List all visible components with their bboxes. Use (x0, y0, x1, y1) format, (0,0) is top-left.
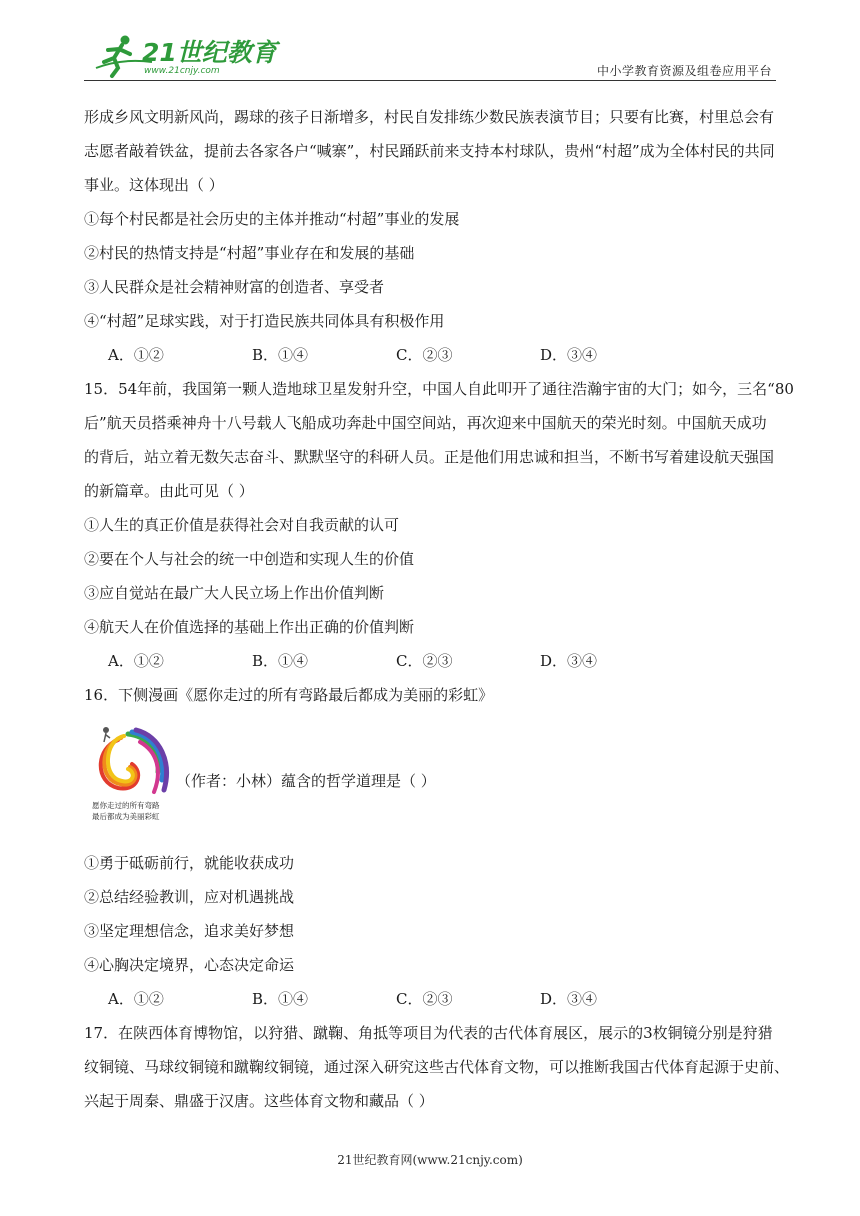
option-c: C．②③ (396, 652, 453, 670)
q17-stem-line: 17．在陕西体育博物馆，以狩猎、蹴鞠、角抵等项目为代表的古代体育展区，展示的3枚铜镜分别是狩猎 (84, 1024, 773, 1042)
q14-options (84, 338, 778, 372)
option-b: B．①④ (252, 652, 309, 670)
q16-item: ③坚定理想信念，追求美好梦想 (84, 922, 295, 940)
q14-stem-line: 志愿者敲着铁盆，提前去各家各户“喊寨”，村民踊跃前来支持本村球队，贵州“村超”成为全体村民的共同 (84, 142, 775, 160)
q14-item: ②村民的热情支持是“村超”事业存在和发展的基础 (84, 244, 415, 262)
option-b: B．①④ (252, 990, 309, 1008)
option-c: C．②③ (396, 346, 453, 364)
q17-stem-line: 兴起于周秦、鼎盛于汉唐。这些体育文物和藏品（ ） (84, 1092, 434, 1110)
q15-item: ④航天人在价值选择的基础上作出正确的价值判断 (84, 618, 415, 636)
q14-item: ①每个村民都是社会历史的主体并推动“村超”事业的发展 (84, 210, 460, 228)
q14-item: ④“村超”足球实践，对于打造民族共同体具有积极作用 (84, 312, 445, 330)
question-17 (84, 1016, 790, 1118)
q15-item: ②要在个人与社会的统一中创造和实现人生的价值 (84, 550, 415, 568)
q16-cartoon-caption: （作者：小林）蕴含的哲学道理是（ ） (176, 772, 436, 790)
option-b: B．①④ (252, 346, 309, 364)
option-d: D．③④ (540, 346, 598, 364)
q16-item: ②总结经验教训，应对机遇挑战 (84, 888, 295, 906)
svg-text:www.21cnjy.com: www.21cnjy.com (144, 66, 220, 76)
q16-stem: 16．下侧漫画《愿你走过的所有弯路最后都成为美丽的彩虹》 (84, 686, 494, 704)
option-c: C．②③ (396, 990, 453, 1008)
option-d: D．③④ (540, 990, 598, 1008)
q15-stem-line: 15．54年前，我国第一颗人造地球卫星发射升空，中国人自此叩开了通往浩瀚宇宙的大门；如今，三名“80 (84, 380, 794, 398)
document-body (84, 100, 794, 1118)
option-d: D．③④ (540, 652, 598, 670)
header-divider (84, 80, 776, 81)
q16-item: ④心胸决定境界，心态决定命运 (84, 956, 295, 974)
q15-item: ③应自觉站在最广大人民立场上作出价值判断 (84, 584, 385, 602)
logo-graphic (92, 32, 277, 78)
option-a: A．①② (108, 990, 164, 1008)
platform-name: 中小学教育资源及组卷应用平台 (596, 64, 772, 78)
q15-stem-line: 的新篇章。由此可见（ ） (84, 482, 254, 500)
question-16 (84, 678, 778, 1016)
q15-options (84, 644, 778, 678)
q15-stem-line: 的背后，站立着无数矢志奋斗、默默坚守的科研人员。正是他们用忠诚和担当，不断书写着建设航天强国 (84, 448, 775, 466)
option-a: A．①② (108, 346, 164, 364)
rainbow-cartoon-image (88, 722, 174, 826)
svg-text:21世纪教育: 21世纪教育 (142, 38, 277, 67)
q16-options (84, 982, 778, 1016)
question-15 (84, 372, 794, 678)
svg-text:最后都成为美丽彩虹: 最后都成为美丽彩虹 (92, 812, 160, 821)
q16-cartoon-row (84, 718, 778, 846)
site-logo (92, 32, 277, 78)
q16-item: ①勇于砥砺前行，就能收获成功 (84, 854, 295, 872)
q14-stem-line: 事业。这体现出（ ） (84, 176, 224, 194)
svg-text:愿你走过的所有弯路: 愿你走过的所有弯路 (92, 801, 160, 810)
q15-item: ①人生的真正价值是获得社会对自我贡献的认可 (84, 516, 400, 534)
q14-stem-line: 形成乡风文明新风尚，踢球的孩子日渐增多，村民自发排练少数民族表演节目；只要有比赛，村里总会有 (84, 108, 775, 126)
q17-stem-line: 纹铜镜、马球纹铜镜和蹴鞠纹铜镜，通过深入研究这些古代体育文物，可以推断我国古代体育起源于史前、 (84, 1058, 790, 1076)
page-footer: 21世纪教育网(www.21cnjy.com) (337, 1153, 523, 1167)
q15-stem-line: 后”航天员搭乘神舟十八号载人飞船成功奔赴中国空间站，再次迎来中国航天的荣光时刻。中国航天成功 (84, 414, 767, 432)
page-header (0, 0, 860, 84)
q14-item: ③人民群众是社会精神财富的创造者、享受者 (84, 278, 385, 296)
option-a: A．①② (108, 652, 164, 670)
question-14 (84, 100, 778, 372)
